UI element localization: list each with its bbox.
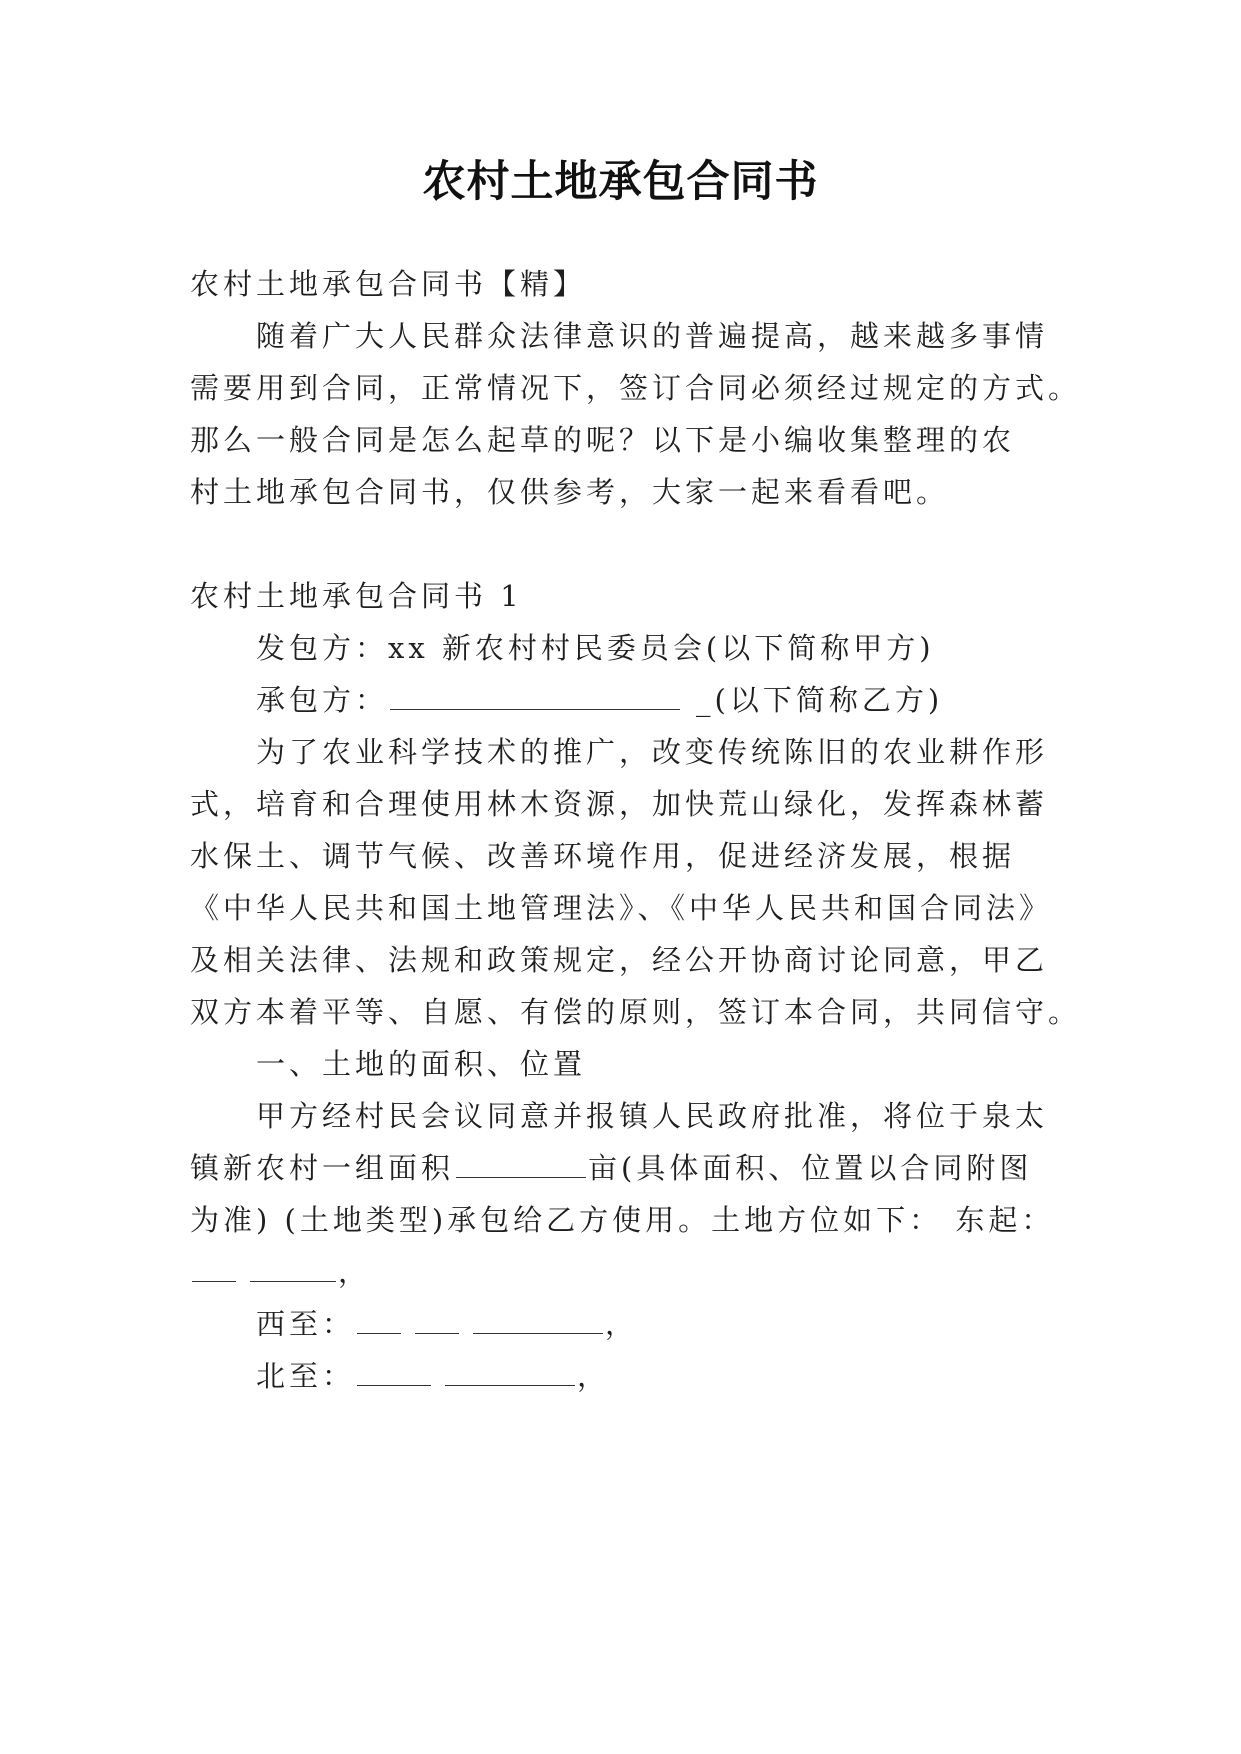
party-b-suffix: _(以下简称乙方) bbox=[696, 683, 944, 717]
party-b-label: 承包方： bbox=[256, 683, 389, 717]
intro-line: 那么一般合同是怎么起草的呢？以下是小编收集整理的农 bbox=[190, 423, 1016, 457]
clause1-line: 为准) (土地类型)承包给乙方使用。土地方位如下： 东起： bbox=[190, 1203, 1055, 1237]
north-suffix: ， bbox=[577, 1359, 611, 1393]
purpose-line: 水保土、调节气候、改善环境作用，促进经济发展，根据 bbox=[190, 839, 1016, 873]
party-b-line bbox=[256, 678, 943, 722]
north-boundary-line bbox=[256, 1354, 610, 1398]
purpose-line: 式，培育和合理使用林木资源，加快荒山绿化，发挥森林蓄 bbox=[190, 787, 1049, 821]
party-b-blank bbox=[390, 683, 680, 710]
north-blank bbox=[357, 1359, 431, 1386]
purpose-line: 为了农业科学技术的推广，改变传统陈旧的农业耕作形 bbox=[256, 735, 1049, 769]
east-boundary-line bbox=[190, 1250, 371, 1294]
section-heading: 农村土地承包合同书 1 bbox=[190, 579, 523, 613]
east-suffix: ， bbox=[338, 1255, 372, 1289]
west-label: 西至： bbox=[256, 1307, 356, 1341]
north-label: 北至： bbox=[256, 1359, 356, 1393]
area-blank bbox=[456, 1151, 586, 1178]
clause1-line: 甲方经村民会议同意并报镇人民政府批准，将位于泉太 bbox=[256, 1099, 1049, 1133]
document-subtitle: 农村土地承包合同书【精】 bbox=[190, 267, 587, 301]
west-suffix: ， bbox=[605, 1307, 639, 1341]
east-blank bbox=[250, 1255, 336, 1282]
west-blank bbox=[357, 1307, 401, 1334]
west-blank bbox=[415, 1307, 459, 1334]
north-blank bbox=[445, 1359, 575, 1386]
area-label: 镇新农村一组面积 bbox=[190, 1151, 455, 1185]
west-boundary-line bbox=[256, 1302, 638, 1346]
intro-line: 需要用到合同，正常情况下，签订合同必须经过规定的方式。 bbox=[190, 371, 1082, 405]
intro-line: 随着广大人民群众法律意识的普遍提高，越来越多事情 bbox=[256, 319, 1049, 353]
document-title: 农村土地承包合同书 bbox=[422, 157, 819, 207]
clause1-heading: 一、土地的面积、位置 bbox=[256, 1047, 587, 1081]
purpose-line: 《中华人民共和国土地管理法》、《中华人民共和国合同法》 bbox=[190, 891, 1053, 925]
party-a-line: 发包方：xx 新农村村民委员会(以下简称甲方) bbox=[256, 631, 935, 665]
purpose-line: 及相关法律、法规和政策规定，经公开协商讨论同意，甲乙 bbox=[190, 943, 1049, 977]
east-blank bbox=[192, 1255, 236, 1282]
intro-line: 村土地承包合同书，仅供参考，大家一起来看看吧。 bbox=[190, 475, 950, 509]
west-blank bbox=[473, 1307, 603, 1334]
purpose-line: 双方本着平等、自愿、有偿的原则，签订本合同，共同信守。 bbox=[190, 995, 1082, 1029]
area-suffix: 亩(具体面积、位置以合同附图 bbox=[588, 1151, 1033, 1185]
clause1-area-line bbox=[190, 1146, 1032, 1190]
